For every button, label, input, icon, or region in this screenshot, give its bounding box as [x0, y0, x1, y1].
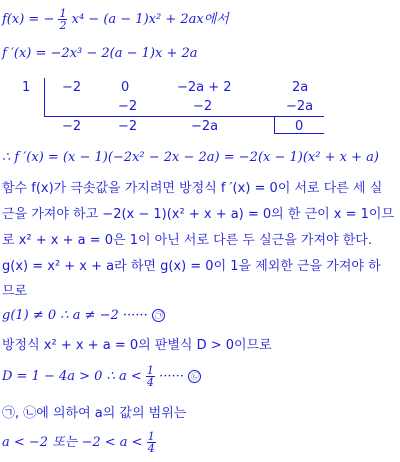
division-divisor: 1 [22, 80, 31, 95]
final-answer-line [2, 431, 156, 454]
condition-two-text: D = 1 − 4a > 0 ∴ a < [2, 369, 142, 384]
division-horizontal-rule [44, 116, 324, 117]
condition-one-line [2, 308, 165, 323]
division-row1-c1: −2 [62, 80, 82, 95]
fraction-denominator: 2 [59, 19, 67, 32]
condition-two-dots: ······ [159, 369, 184, 384]
final-answer-fraction [147, 431, 156, 454]
division-row3-c2: −2 [118, 119, 138, 134]
division-row1-c4: 2a [292, 80, 309, 95]
function-definition-line [2, 8, 229, 31]
division-row1-c3: −2a + 2 [177, 80, 232, 95]
fraction-numerator: 1 [59, 7, 67, 20]
condition-one-text: g(1) ≠ 0 ∴ a ≠ −2 ······ [2, 308, 148, 323]
derivative-line: f ′(x) = −2x³ − 2(a − 1)x + 2a [2, 46, 198, 61]
division-row3-c3: −2a [191, 119, 219, 134]
one-half-fraction [58, 8, 67, 31]
one-quarter-fraction [146, 365, 155, 388]
function-definition-part-a: f(x) = − [2, 12, 55, 27]
division-row2-c3: −2 [193, 99, 213, 114]
explanation-line-3: 로 x² + x + a = 0은 1이 아닌 서로 다른 두 실근을 가져야 한다. [2, 233, 372, 248]
explanation-line-5: 므로 [2, 284, 28, 299]
factored-derivative-line: ∴ f ′(x) = (x − 1)(−2x² − 2x − 2a) = −2(x − 1)(x² + x + a) [2, 150, 379, 165]
explanation-line-1: 함수 f(x)가 극솟값을 가지려면 방정식 f ′(x) = 0이 서로 다른 세 실 [2, 181, 383, 196]
condition-two-line [2, 365, 201, 388]
fraction-denominator: 4 [146, 376, 154, 389]
fraction-denominator: 4 [147, 442, 155, 455]
explanation-line-4: g(x) = x² + x + a라 하면 g(x) = 0이 1을 제외한 근을 가져야 하 [2, 259, 381, 274]
discriminant-statement: 방정식 x² + x + a = 0의 판별식 D > 0이므로 [2, 338, 272, 353]
division-row2-c2: −2 [118, 99, 138, 114]
fraction-numerator: 1 [147, 430, 155, 443]
division-remainder: 0 [295, 119, 304, 134]
division-row2-c4: −2a [286, 99, 314, 114]
division-vertical-bar [44, 78, 45, 116]
final-answer-text: a < −2 또는 −2 < a < [2, 435, 143, 450]
division-row3-c1: −2 [62, 119, 82, 134]
condition-one-marker: ㉠ [152, 309, 165, 322]
division-row1-c2: 0 [121, 80, 130, 95]
remainder-box-left [274, 116, 275, 134]
conclusion-intro: ㉠, ㉡에 의하여 a의 값의 범위는 [2, 406, 187, 421]
explanation-line-2: 근을 가져야 하고 −2(x − 1)(x² + x + a) = 0의 한 근이 x = 1이므 [2, 207, 395, 222]
condition-two-marker: ㉡ [188, 370, 201, 383]
fraction-numerator: 1 [146, 364, 154, 377]
function-definition-part-b: x⁴ − (a − 1)x² + 2ax에서 [71, 12, 229, 27]
